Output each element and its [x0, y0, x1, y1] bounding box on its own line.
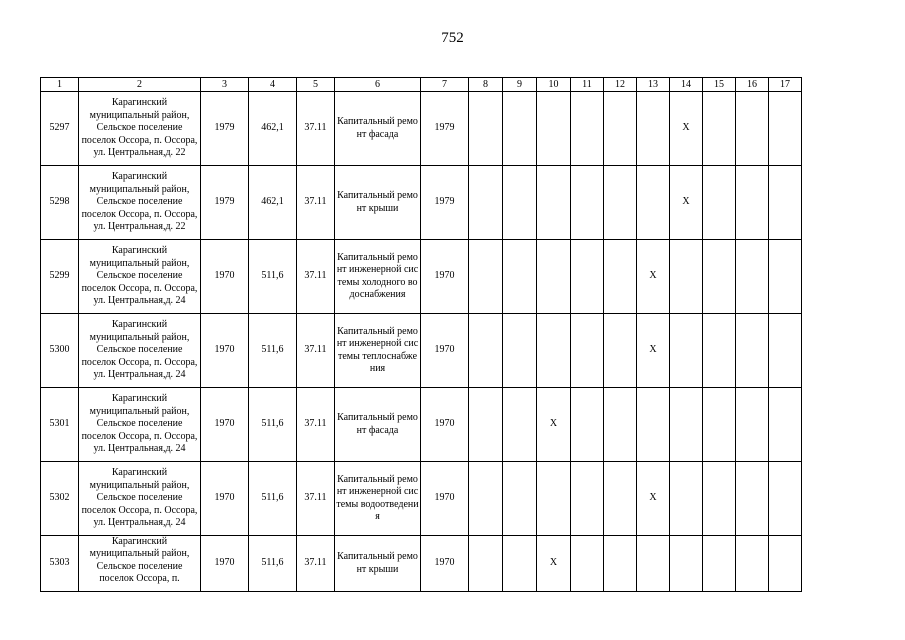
column-header: 4	[249, 78, 297, 92]
mark-cell-col-16	[736, 240, 769, 314]
column-header: 1	[41, 78, 79, 92]
mark-cell-col-14	[670, 240, 703, 314]
column-header: 10	[537, 78, 571, 92]
address-cell: Карагинский муниципальный район, Сельское поселение поселок Оссора, п. Оссора, ул. Центральная,д. 24	[79, 240, 201, 314]
mark-cell-col-15	[703, 314, 736, 388]
row-id-cell: 5297	[41, 92, 79, 166]
mark-cell-col-15	[703, 388, 736, 462]
mark-cell-col-11	[571, 166, 604, 240]
table-row	[41, 166, 802, 240]
build-year-cell: 1970	[201, 314, 249, 388]
mark-cell-col-9	[503, 92, 537, 166]
column-header: 14	[670, 78, 703, 92]
mark-cell-col-8	[469, 92, 503, 166]
code-cell: 37.11	[297, 388, 335, 462]
mark-cell-col-17	[769, 166, 802, 240]
area-cell: 511,6	[249, 388, 297, 462]
mark-cell-col-9	[503, 388, 537, 462]
work-year-cell: 1970	[421, 462, 469, 536]
mark-cell-col-13	[637, 388, 670, 462]
row-id-cell: 5300	[41, 314, 79, 388]
mark-cell-col-8	[469, 314, 503, 388]
mark-cell-col-17	[769, 240, 802, 314]
address-cell: Карагинский муниципальный район, Сельское поселение поселок Оссора, п. Оссора, ул. Центральная,д. 22	[79, 166, 201, 240]
page-number: 752	[441, 30, 464, 46]
build-year-cell: 1970	[201, 388, 249, 462]
mark-cell-col-13	[637, 92, 670, 166]
column-header: 13	[637, 78, 670, 92]
work-type-cell: Капитальный ремонт инженерной системы теплоснабжения	[335, 314, 421, 388]
mark-cell-col-13: X	[637, 462, 670, 536]
mark-cell-col-9	[503, 240, 537, 314]
work-year-cell: 1970	[421, 536, 469, 592]
header-row	[41, 78, 802, 92]
mark-cell-col-11	[571, 314, 604, 388]
register-body	[41, 92, 802, 592]
mark-cell-col-10	[537, 166, 571, 240]
mark-cell-col-15	[703, 462, 736, 536]
mark-cell-col-10	[537, 314, 571, 388]
row-id-cell: 5298	[41, 166, 79, 240]
area-cell: 511,6	[249, 462, 297, 536]
mark-cell-col-14	[670, 536, 703, 592]
work-year-cell: 1979	[421, 92, 469, 166]
mark-cell-col-12	[604, 536, 637, 592]
build-year-cell: 1979	[201, 92, 249, 166]
table-row	[41, 388, 802, 462]
mark-cell-col-8	[469, 240, 503, 314]
mark-cell-col-10	[537, 92, 571, 166]
mark-cell-col-12	[604, 462, 637, 536]
mark-cell-col-12	[604, 314, 637, 388]
code-cell: 37.11	[297, 92, 335, 166]
mark-cell-col-17	[769, 92, 802, 166]
row-id-cell: 5303	[41, 536, 79, 592]
code-cell: 37.11	[297, 314, 335, 388]
mark-cell-col-16	[736, 92, 769, 166]
work-type-cell: Капитальный ремонт инженерной системы водоотведения	[335, 462, 421, 536]
mark-cell-col-13	[637, 536, 670, 592]
mark-cell-col-12	[604, 92, 637, 166]
repair-register-table	[40, 77, 802, 592]
code-cell: 37.11	[297, 240, 335, 314]
column-header: 17	[769, 78, 802, 92]
mark-cell-col-8	[469, 536, 503, 592]
address-cell: Карагинский муниципальный район, Сельское поселение поселок Оссора, п. Оссора, ул. Центральная,д. 22	[79, 92, 201, 166]
mark-cell-col-12	[604, 240, 637, 314]
mark-cell-col-16	[736, 536, 769, 592]
work-year-cell: 1970	[421, 314, 469, 388]
mark-cell-col-14	[670, 462, 703, 536]
mark-cell-col-13	[637, 166, 670, 240]
column-header: 16	[736, 78, 769, 92]
mark-cell-col-11	[571, 388, 604, 462]
work-type-cell: Капитальный ремонт инженерной системы холодного водоснабжения	[335, 240, 421, 314]
build-year-cell: 1970	[201, 462, 249, 536]
mark-cell-col-9	[503, 166, 537, 240]
mark-cell-col-10	[537, 240, 571, 314]
mark-cell-col-17	[769, 462, 802, 536]
work-type-cell: Капитальный ремонт крыши	[335, 166, 421, 240]
mark-cell-col-11	[571, 536, 604, 592]
table-row	[41, 314, 802, 388]
mark-cell-col-14	[670, 388, 703, 462]
row-id-cell: 5302	[41, 462, 79, 536]
work-type-cell: Капитальный ремонт фасада	[335, 92, 421, 166]
code-cell: 37.11	[297, 166, 335, 240]
mark-cell-col-16	[736, 388, 769, 462]
build-year-cell: 1970	[201, 536, 249, 592]
column-header: 7	[421, 78, 469, 92]
mark-cell-col-12	[604, 388, 637, 462]
mark-cell-col-8	[469, 462, 503, 536]
column-header: 9	[503, 78, 537, 92]
table-row	[41, 462, 802, 536]
mark-cell-col-10	[537, 462, 571, 536]
mark-cell-col-15	[703, 166, 736, 240]
mark-cell-col-14: X	[670, 166, 703, 240]
mark-cell-col-15	[703, 536, 736, 592]
table-row	[41, 240, 802, 314]
mark-cell-col-8	[469, 166, 503, 240]
mark-cell-col-11	[571, 240, 604, 314]
column-header: 2	[79, 78, 201, 92]
table-row	[41, 92, 802, 166]
mark-cell-col-16	[736, 462, 769, 536]
mark-cell-col-17	[769, 536, 802, 592]
build-year-cell: 1970	[201, 240, 249, 314]
mark-cell-col-9	[503, 536, 537, 592]
mark-cell-col-8	[469, 388, 503, 462]
work-type-cell: Капитальный ремонт крыши	[335, 536, 421, 592]
mark-cell-col-14: X	[670, 92, 703, 166]
mark-cell-col-15	[703, 92, 736, 166]
area-cell: 511,6	[249, 536, 297, 592]
mark-cell-col-11	[571, 92, 604, 166]
mark-cell-col-10: X	[537, 536, 571, 592]
area-cell: 462,1	[249, 166, 297, 240]
area-cell: 511,6	[249, 314, 297, 388]
mark-cell-col-15	[703, 240, 736, 314]
column-header: 12	[604, 78, 637, 92]
mark-cell-col-14	[670, 314, 703, 388]
column-header: 8	[469, 78, 503, 92]
work-year-cell: 1979	[421, 166, 469, 240]
column-header: 15	[703, 78, 736, 92]
mark-cell-col-17	[769, 314, 802, 388]
row-id-cell: 5299	[41, 240, 79, 314]
code-cell: 37.11	[297, 462, 335, 536]
mark-cell-col-9	[503, 314, 537, 388]
column-header: 3	[201, 78, 249, 92]
work-year-cell: 1970	[421, 388, 469, 462]
code-cell: 37.11	[297, 536, 335, 592]
address-cell: Карагинский муниципальный район, Сельское поселение поселок Оссора, п. Оссора, ул. Центральная,д. 24	[79, 388, 201, 462]
column-header: 11	[571, 78, 604, 92]
row-id-cell: 5301	[41, 388, 79, 462]
mark-cell-col-10: X	[537, 388, 571, 462]
build-year-cell: 1979	[201, 166, 249, 240]
area-cell: 462,1	[249, 92, 297, 166]
table-row	[41, 536, 802, 592]
address-cell: Карагинский муниципальный район, Сельское поселение поселок Оссора, п. Оссора, ул. Центральная,д. 24	[79, 462, 201, 536]
mark-cell-col-17	[769, 388, 802, 462]
column-header: 5	[297, 78, 335, 92]
mark-cell-col-13: X	[637, 314, 670, 388]
mark-cell-col-9	[503, 462, 537, 536]
column-header: 6	[335, 78, 421, 92]
mark-cell-col-11	[571, 462, 604, 536]
address-cell: Карагинский муниципальный район, Сельское поселение поселок Оссора, п. Оссора, ул. Центральная,д. 24	[79, 314, 201, 388]
address-cell: Карагинский муниципальный район, Сельское поселение поселок Оссора, п.	[79, 536, 201, 592]
mark-cell-col-13: X	[637, 240, 670, 314]
mark-cell-col-16	[736, 314, 769, 388]
mark-cell-col-12	[604, 166, 637, 240]
mark-cell-col-16	[736, 166, 769, 240]
work-year-cell: 1970	[421, 240, 469, 314]
work-type-cell: Капитальный ремонт фасада	[335, 388, 421, 462]
area-cell: 511,6	[249, 240, 297, 314]
